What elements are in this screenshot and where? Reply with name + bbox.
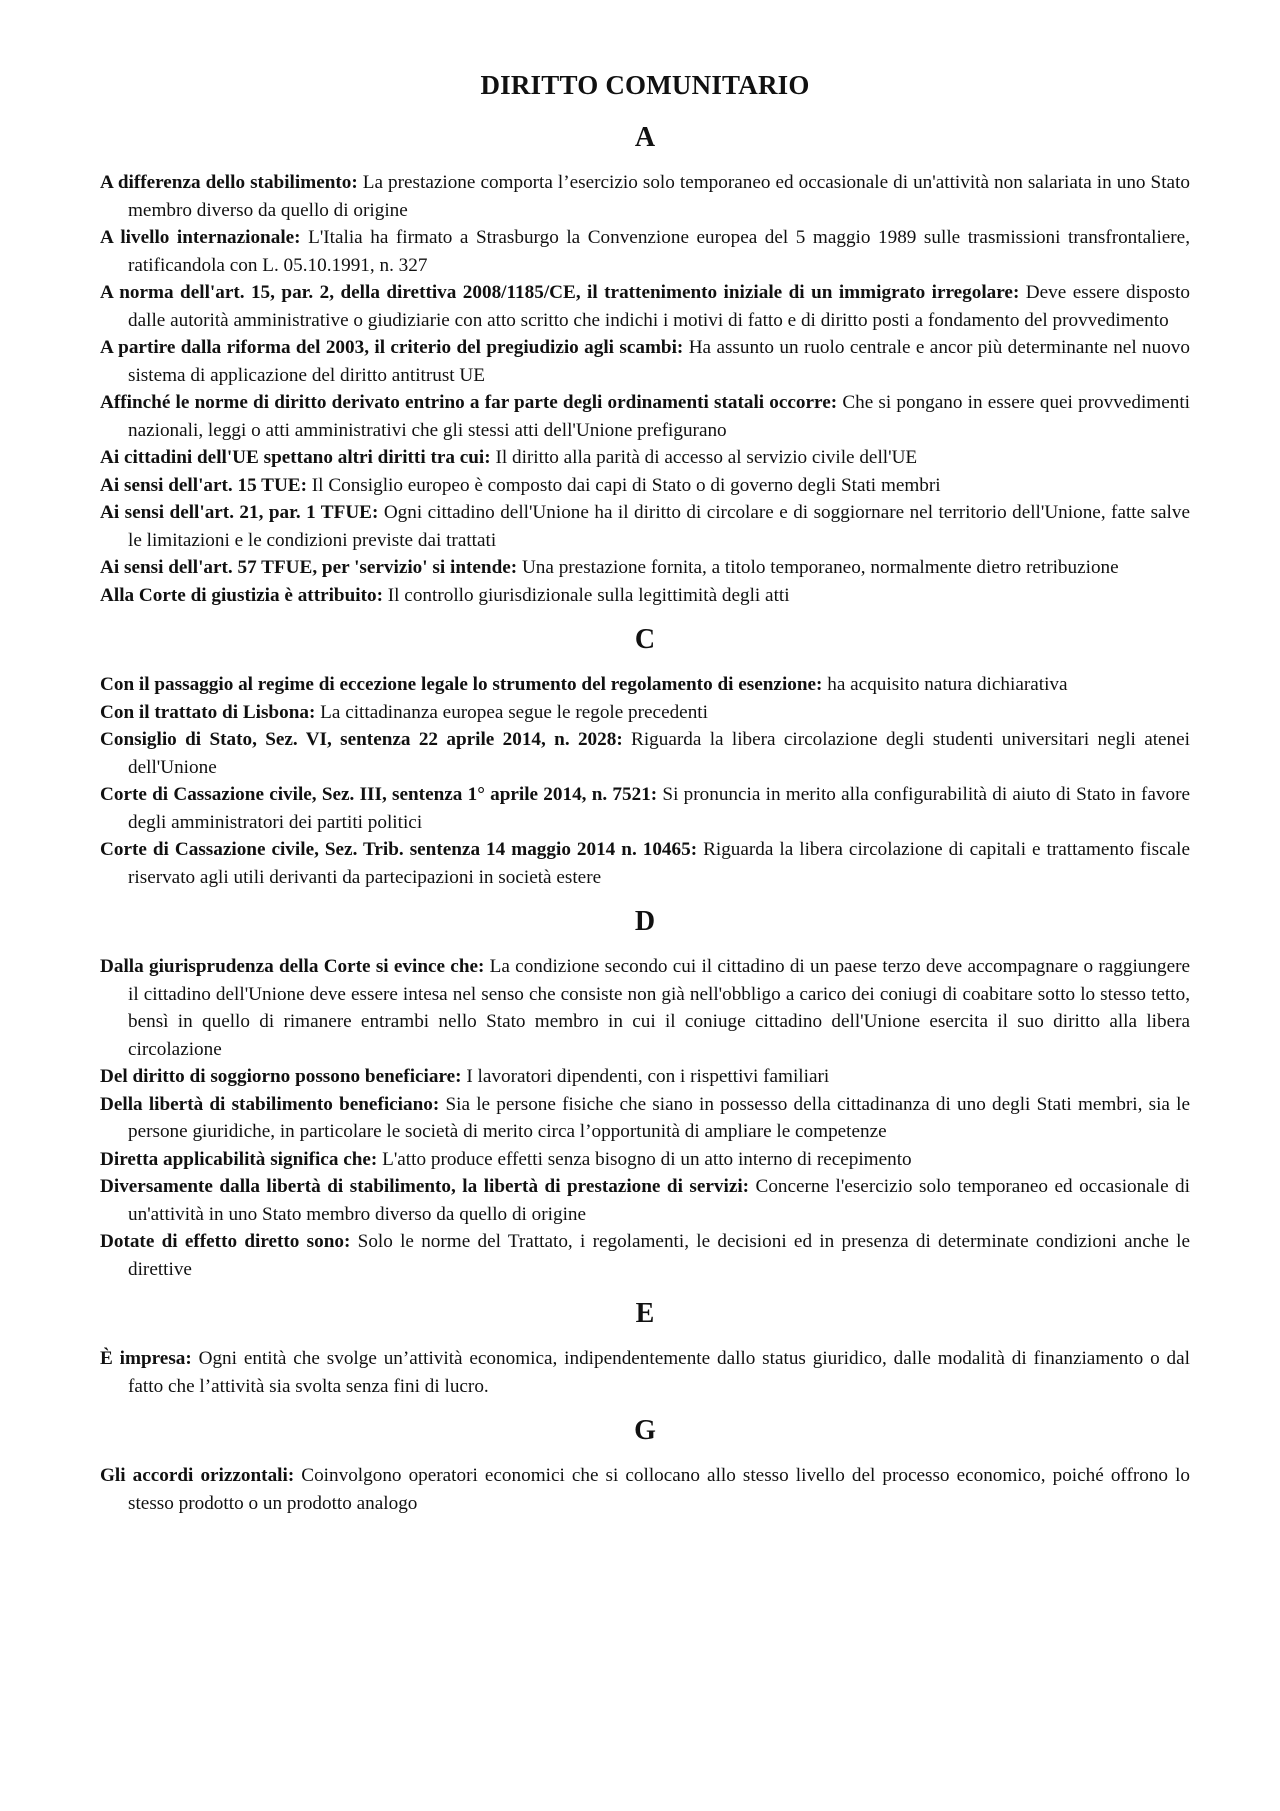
entry-definition: Riguarda la libera circolazione degli studenti universitari negli atenei dell'Unione xyxy=(128,729,1191,778)
glossary-entry xyxy=(100,671,1190,699)
entry-definition: Coinvolgono operatori economici che si collocano allo stesso livello del processo economico, poiché offrono lo stesso prodotto o un prodotto analogo xyxy=(128,1465,1190,1514)
entry-term: Affinché le norme di diritto derivato entrino a far parte degli ordinamenti statali occorre: xyxy=(100,392,838,413)
entry-definition: ha acquisito natura dichiarativa xyxy=(822,674,1068,695)
glossary-entry xyxy=(100,224,1190,279)
glossary-entry xyxy=(100,1091,1190,1146)
entry-term: A partire dalla riforma del 2003, il criterio del pregiudizio agli scambi: xyxy=(100,337,684,358)
entry-term: Ai sensi dell'art. 21, par. 1 TFUE: xyxy=(100,502,379,523)
section-letter: C xyxy=(634,624,656,655)
glossary-entry xyxy=(100,1462,1190,1517)
glossary-entry xyxy=(100,699,1190,727)
entry-term: È impresa: xyxy=(100,1348,192,1369)
entry-definition: La condizione secondo cui il cittadino di un paese terzo deve accompagnare o raggiungere il cittadino dell'Unione deve essere intesa nel senso che consiste non già nell'obbligo a carico dei coniugi di coabitare sotto lo stesso tetto, bensì in quello di rimanere entrambi nello Stato membro in cui il coniuge cittadino dell'Unione esercita il suo diritto alla libera circolazione xyxy=(128,956,1190,1060)
entry-definition: Solo le norme del Trattato, i regolamenti, le decisioni ed in presenza di determinate condizioni anche le direttive xyxy=(128,1231,1190,1280)
glossary-entry xyxy=(100,836,1190,891)
glossary-entry xyxy=(100,389,1190,444)
glossary-section xyxy=(100,1297,1190,1400)
section-letter: D xyxy=(634,906,656,937)
entry-definition: Il controllo giurisdizionale sulla legittimità degli atti xyxy=(382,584,790,606)
entry-definition: Il diritto alla parità di accesso al servizio civile dell'UE xyxy=(490,447,918,468)
entry-term: Diversamente dalla libertà di stabilimento, la libertà di prestazione di servizi: xyxy=(100,1176,750,1197)
glossary-entry xyxy=(100,781,1190,836)
glossary-entry xyxy=(100,1228,1190,1283)
glossary-entry xyxy=(100,582,1190,610)
section-letter: E xyxy=(635,1298,655,1329)
entry-definition: Una prestazione fornita, a titolo temporaneo, normalmente dietro retribuzione xyxy=(517,557,1119,578)
entry-definition: Ha assunto un ruolo centrale e ancor più determinante nel nuovo sistema di applicazione del diritto antitrust UE xyxy=(128,337,1190,386)
entry-term: Ai sensi dell'art. 57 TFUE, per 'servizio' si intende: xyxy=(100,557,518,578)
glossary-section xyxy=(100,623,1190,891)
entry-term: Corte di Cassazione civile, Sez. III, sentenza 1° aprile 2014, n. 7521: xyxy=(100,784,658,805)
entry-term: Alla Corte di giustizia è attribuito: xyxy=(100,584,383,606)
glossary-entry xyxy=(100,1063,1190,1091)
glossary-entry xyxy=(100,444,1190,472)
entry-term: Ai sensi dell'art. 15 TUE: xyxy=(100,474,307,496)
glossary-entry xyxy=(100,169,1190,224)
glossary-section xyxy=(100,1414,1190,1517)
entry-definition: L'Italia ha firmato a Strasburgo la Convenzione europea del 5 maggio 1989 sulle trasmissioni transfrontaliere, ratificandola con L. 05.10.1991, n. 327 xyxy=(128,227,1190,276)
entry-definition: L'atto produce effetti senza bisogno di un atto interno di recepimento xyxy=(377,1148,912,1170)
entry-definition: Che si pongano in essere quei provvedimenti nazionali, leggi o atti amministrativi che gli stessi atti dell'Unione prefigurano xyxy=(128,392,1190,441)
glossary-entry xyxy=(100,279,1190,334)
entry-term: Consiglio di Stato, Sez. VI, sentenza 22 aprile 2014, n. 2028: xyxy=(100,729,623,750)
glossary-section xyxy=(100,905,1190,1283)
entry-term: Gli accordi orizzontali: xyxy=(100,1465,295,1486)
glossary-entry xyxy=(100,334,1190,389)
entry-definition: Riguarda la libera circolazione di capitali e trattamento fiscale riservato agli utili derivanti da partecipazioni in società estere xyxy=(128,839,1190,888)
glossary-entry xyxy=(100,726,1190,781)
entry-term: Ai cittadini dell'UE spettano altri diritti tra cui: xyxy=(100,447,491,468)
section-letter: A xyxy=(634,122,656,153)
entry-definition: Si pronuncia in merito alla configurabilità di aiuto di Stato in favore degli amministratori dei partiti politici xyxy=(128,784,1190,833)
entry-term: A livello internazionale: xyxy=(100,227,301,248)
entry-term: Dotate di effetto diretto sono: xyxy=(100,1231,351,1252)
glossary-entry xyxy=(100,554,1190,582)
entry-definition: Il Consiglio europeo è composto dai capi di Stato o di governo degli Stati membri xyxy=(307,474,941,496)
entry-term: Diretta applicabilità significa che: xyxy=(100,1148,378,1170)
glossary xyxy=(100,121,1190,1517)
document-page xyxy=(100,70,1190,1517)
glossary-entry xyxy=(100,499,1190,554)
entry-definition: Sia le persone fisiche che siano in possesso della cittadinanza di uno degli Stati membri, sia le persone giuridiche, in particolare le società di merito circa l’opportunità di ampliare le competenze xyxy=(128,1093,1190,1142)
glossary-entry xyxy=(100,472,1190,500)
glossary-entry xyxy=(100,1146,1190,1174)
entry-definition: Ogni cittadino dell'Unione ha il diritto di circolare e di soggiornare nel territorio dell'Unione, fatte salve le limitazioni e le condizioni previste dai trattati xyxy=(128,502,1190,551)
entry-definition: Deve essere disposto dalle autorità amministrative o giudiziarie con atto scritto che indichi i motivi di fatto e di diritto posti a fondamento del provvedimento xyxy=(128,282,1191,331)
entry-definition: Ogni entità che svolge un’attività economica, indipendentemente dallo status giuridico, dalle modalità di finanziamento o dal fatto che l’attività sia svolta senza fini di lucro. xyxy=(128,1348,1190,1397)
entry-term: Dalla giurisprudenza della Corte si evince che: xyxy=(100,956,485,977)
entry-definition: La cittadinanza europea segue le regole precedenti xyxy=(315,701,708,723)
entry-term: Con il passaggio al regime di eccezione legale lo strumento del regolamento di esenzione: xyxy=(100,674,823,695)
glossary-entry xyxy=(100,953,1190,1063)
document-title: DIRITTO COMUNITARIO xyxy=(480,70,810,100)
entry-definition: Concerne l'esercizio solo temporaneo ed occasionale di un'attività in uno Stato membro diverso da quello di origine xyxy=(128,1176,1190,1225)
entry-definition: La prestazione comporta l’esercizio solo temporaneo ed occasionale di un'attività non salariata in uno Stato membro diverso da quello di origine xyxy=(128,172,1190,221)
glossary-entry xyxy=(100,1173,1190,1228)
entry-term: A norma dell'art. 15, par. 2, della direttiva 2008/1185/CE, il trattenimento iniziale di un immigrato irregolare: xyxy=(100,282,1020,303)
section-letter: G xyxy=(634,1415,656,1446)
entry-term: Con il trattato di Lisbona: xyxy=(100,701,316,723)
entry-term: Della libertà di stabilimento beneficiano: xyxy=(100,1093,440,1115)
glossary-section xyxy=(100,121,1190,609)
glossary-entry xyxy=(100,1345,1190,1400)
entry-term: Corte di Cassazione civile, Sez. Trib. sentenza 14 maggio 2014 n. 10465: xyxy=(100,839,698,860)
entry-term: Del diritto di soggiorno possono beneficiare: xyxy=(100,1066,462,1087)
entry-term: A differenza dello stabilimento: xyxy=(100,172,358,193)
entry-definition: I lavoratori dipendenti, con i rispettivi familiari xyxy=(461,1066,830,1087)
